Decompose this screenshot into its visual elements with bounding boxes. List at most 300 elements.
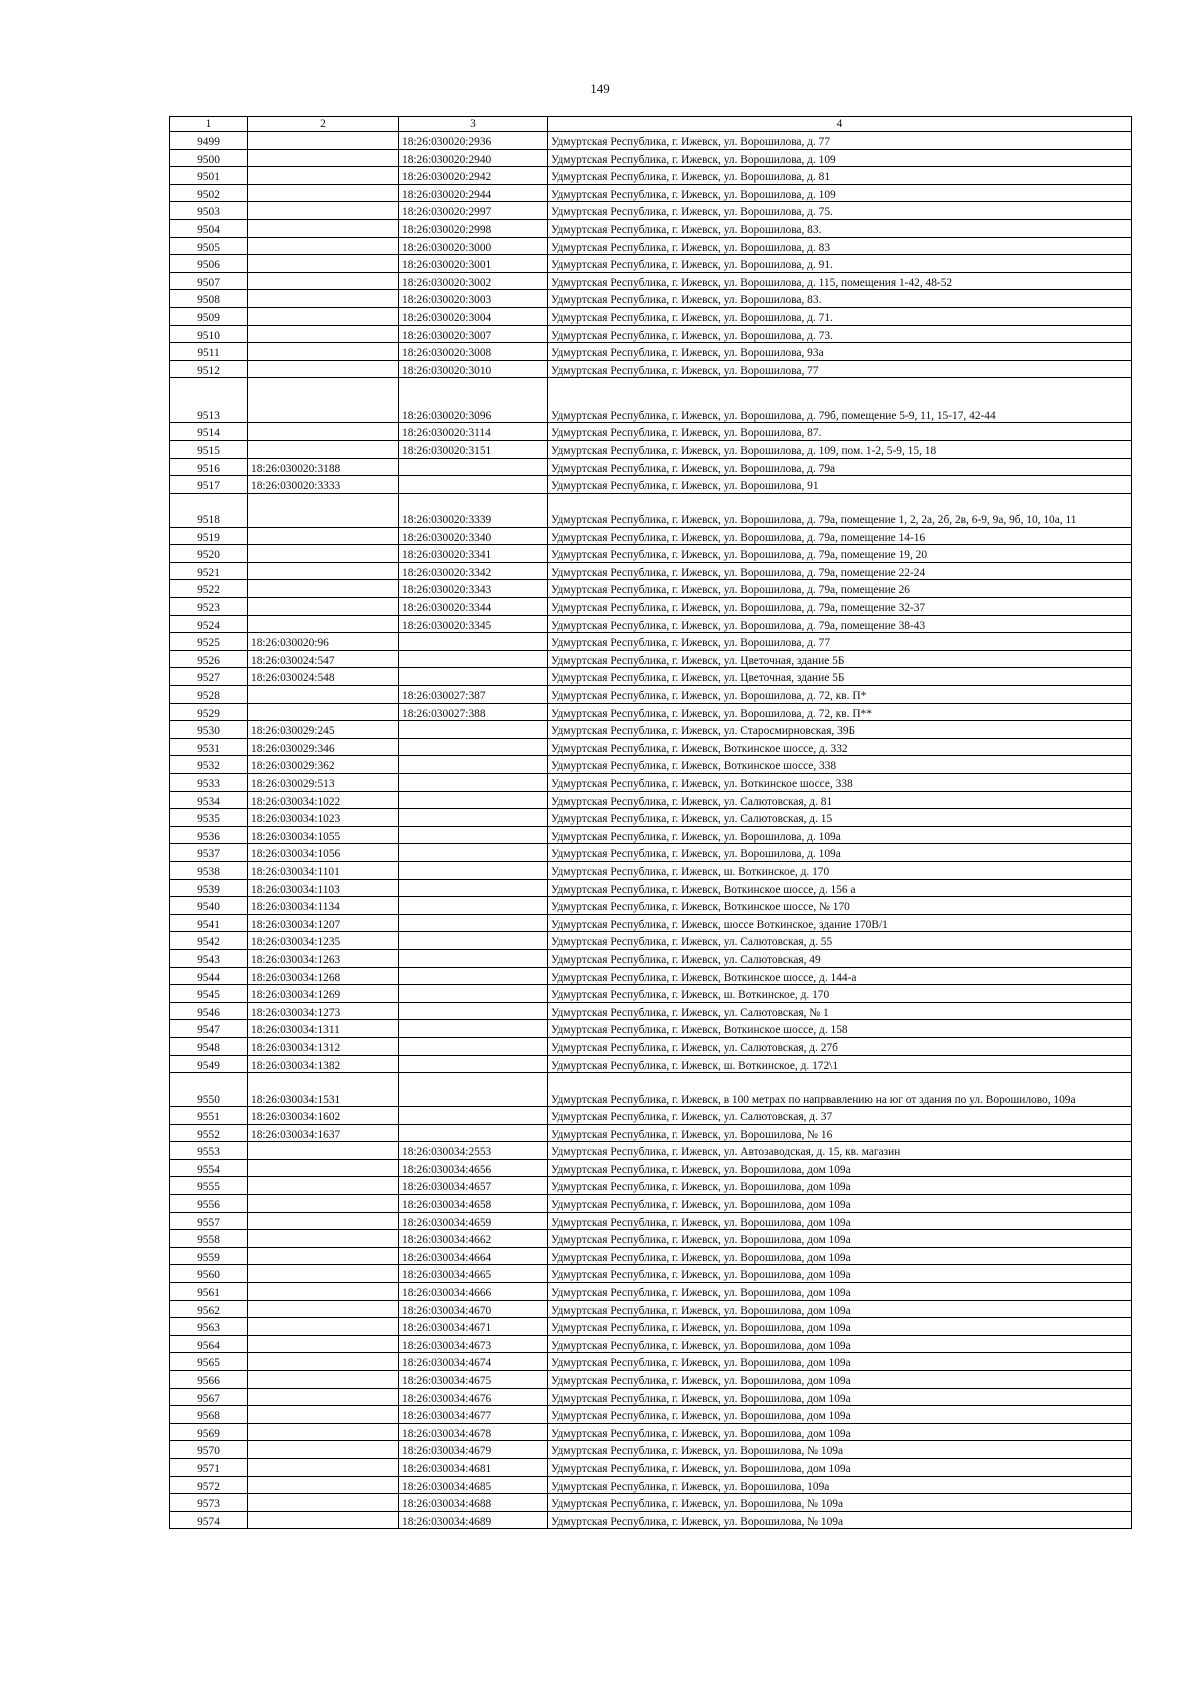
table-row (170, 562, 1132, 580)
row-number-cell: 9568 (170, 1406, 248, 1424)
row-number-cell: 9531 (170, 738, 248, 756)
address-cell: Удмуртская Республика, г. Ижевск, ул. Ворошилова, дом 109а (548, 1230, 1132, 1248)
address-cell: Удмуртская Республика, г. Ижевск, ул. Салютовская, д. 37 (548, 1107, 1132, 1125)
cadastral-number-cell: 18:26:030034:2553 (399, 1142, 548, 1160)
cadastral-number-cell (399, 897, 548, 915)
table-row (170, 580, 1132, 598)
cadastral-number-cell (248, 1247, 399, 1265)
address-cell: Удмуртская Республика, г. Ижевск, Воткинское шоссе, № 170 (548, 897, 1132, 915)
cadastral-number-cell (248, 1300, 399, 1318)
cadastral-number-cell: 18:26:030034:1056 (248, 844, 399, 862)
row-number-cell: 9571 (170, 1458, 248, 1476)
cadastral-number-cell: 18:26:030020:3003 (399, 290, 548, 308)
cadastral-number-cell (248, 184, 399, 202)
address-cell: Удмуртская Республика, г. Ижевск, ул. Ворошилова, д. 81 (548, 167, 1132, 185)
cadastral-number-cell: 18:26:030034:1101 (248, 861, 399, 879)
address-cell: Удмуртская Республика, г. Ижевск, ул. Ворошилова, дом 109а (548, 1300, 1132, 1318)
address-cell: Удмуртская Республика, г. Ижевск, шоссе Воткинское, здание 170В/1 (548, 914, 1132, 932)
row-number-cell: 9505 (170, 237, 248, 255)
cadastral-number-cell (248, 1371, 399, 1389)
row-number-cell: 9535 (170, 809, 248, 827)
address-cell: Удмуртская Республика, г. Ижевск, Воткинское шоссе, д. 158 (548, 1020, 1132, 1038)
cadastral-number-cell: 18:26:030034:1022 (248, 791, 399, 809)
address-cell: Удмуртская Республика, г. Ижевск, ул. Салютовская, д. 55 (548, 932, 1132, 950)
address-cell: Удмуртская Республика, г. Ижевск, ул. Цветочная, здание 5Б (548, 668, 1132, 686)
row-number-cell: 9555 (170, 1177, 248, 1195)
address-cell: Удмуртская Республика, г. Ижевск, ул. Салютовская, д. 27б (548, 1037, 1132, 1055)
row-number-cell: 9500 (170, 149, 248, 167)
address-cell: Удмуртская Республика, г. Ижевск, ул. Ворошилова, д. 72, кв. П** (548, 703, 1132, 721)
row-number-cell: 9507 (170, 272, 248, 290)
address-cell: Удмуртская Республика, г. Ижевск, ул. Ворошилова, д. 109а (548, 826, 1132, 844)
row-number-cell: 9517 (170, 476, 248, 494)
row-number-cell: 9554 (170, 1159, 248, 1177)
cadastral-number-cell: 18:26:030020:2936 (399, 132, 548, 150)
table-row (170, 1353, 1132, 1371)
address-cell: Удмуртская Республика, г. Ижевск, ул. Ворошилова, № 16 (548, 1124, 1132, 1142)
cadastral-number-cell: 18:26:030027:387 (399, 686, 548, 704)
cadastral-number-cell (248, 545, 399, 563)
cadastral-number-cell: 18:26:030020:2940 (399, 149, 548, 167)
row-number-cell: 9522 (170, 580, 248, 598)
table-row (170, 423, 1132, 441)
table-row (170, 1406, 1132, 1424)
address-cell: Удмуртская Республика, г. Ижевск, ул. Ворошилова, д. 91. (548, 255, 1132, 273)
cadastral-number-cell: 18:26:030020:3340 (399, 527, 548, 545)
address-cell: Удмуртская Республика, г. Ижевск, в 100 метрах по напрвавлению на юг от здания по ул. Ворошилово, 109а (548, 1073, 1132, 1107)
address-cell: Удмуртская Республика, г. Ижевск, ш. Воткинское, д. 172\1 (548, 1055, 1132, 1073)
table-row (170, 219, 1132, 237)
row-number-cell: 9551 (170, 1107, 248, 1125)
cadastral-number-cell (248, 562, 399, 580)
address-cell: Удмуртская Республика, г. Ижевск, ул. Ворошилова, д. 83 (548, 237, 1132, 255)
address-cell: Удмуртская Республика, г. Ижевск, Воткинское шоссе, д. 144-а (548, 967, 1132, 985)
row-number-cell: 9572 (170, 1476, 248, 1494)
row-number-cell: 9567 (170, 1388, 248, 1406)
cadastral-number-cell (248, 1318, 399, 1336)
cadastral-number-cell: 18:26:030034:1602 (248, 1107, 399, 1125)
address-cell: Удмуртская Республика, г. Ижевск, ул. Ворошилова, 91 (548, 476, 1132, 494)
row-number-cell: 9511 (170, 343, 248, 361)
row-number-cell: 9503 (170, 202, 248, 220)
table-row (170, 756, 1132, 774)
cadastral-number-cell (399, 949, 548, 967)
address-cell: Удмуртская Республика, г. Ижевск, ул. Ворошилова, № 109а (548, 1441, 1132, 1459)
table-row (170, 1388, 1132, 1406)
cadastral-number-cell (399, 738, 548, 756)
row-number-cell: 9526 (170, 650, 248, 668)
row-number-cell: 9564 (170, 1335, 248, 1353)
cadastral-number-cell (399, 861, 548, 879)
table-row (170, 1318, 1132, 1336)
row-number-cell: 9556 (170, 1195, 248, 1213)
cadastral-number-cell (248, 290, 399, 308)
cadastral-number-cell (248, 219, 399, 237)
table-row (170, 272, 1132, 290)
row-number-cell: 9534 (170, 791, 248, 809)
address-cell: Удмуртская Республика, г. Ижевск, ул. Ворошилова, дом 109а (548, 1318, 1132, 1336)
row-number-cell: 9501 (170, 167, 248, 185)
table-row (170, 1423, 1132, 1441)
address-cell: Удмуртская Республика, г. Ижевск, ул. Ворошилова, д. 79а, помещение 22-24 (548, 562, 1132, 580)
table-row (170, 1037, 1132, 1055)
table-row (170, 1511, 1132, 1529)
table-row (170, 1458, 1132, 1476)
address-cell: Удмуртская Республика, г. Ижевск, ул. Ворошилова, дом 109а (548, 1159, 1132, 1177)
row-number-cell: 9502 (170, 184, 248, 202)
table-row (170, 879, 1132, 897)
row-number-cell: 9544 (170, 967, 248, 985)
table-row (170, 721, 1132, 739)
cadastral-number-cell (248, 703, 399, 721)
cadastral-number-cell (399, 1002, 548, 1020)
table-row (170, 132, 1132, 150)
address-cell: Удмуртская Республика, г. Ижевск, Воткинское шоссе, д. 156 а (548, 879, 1132, 897)
address-cell: Удмуртская Республика, г. Ижевск, ул. Ворошилова, дом 109а (548, 1353, 1132, 1371)
address-cell: Удмуртская Республика, г. Ижевск, ул. Ворошилова, д. 72, кв. П* (548, 686, 1132, 704)
cadastral-number-cell (248, 360, 399, 378)
row-number-cell: 9516 (170, 458, 248, 476)
cadastral-number-cell (248, 1423, 399, 1441)
row-number-cell: 9557 (170, 1212, 248, 1230)
cadastral-number-cell: 18:26:030020:3010 (399, 360, 548, 378)
cadastral-number-cell (399, 826, 548, 844)
cadastral-number-cell: 18:26:030020:2998 (399, 219, 548, 237)
cadastral-number-cell: 18:26:030020:96 (248, 633, 399, 651)
table-row (170, 343, 1132, 361)
cadastral-number-cell: 18:26:030029:245 (248, 721, 399, 739)
table-row (170, 949, 1132, 967)
cadastral-number-cell: 18:26:030034:1235 (248, 932, 399, 950)
cadastral-number-cell: 18:26:030020:2942 (399, 167, 548, 185)
cadastral-number-cell: 18:26:030020:3342 (399, 562, 548, 580)
cadastral-number-cell (399, 1107, 548, 1125)
table-row (170, 791, 1132, 809)
cadastral-number-cell: 18:26:030034:4674 (399, 1353, 548, 1371)
cadastral-number-cell (399, 774, 548, 792)
row-number-cell: 9536 (170, 826, 248, 844)
cadastral-number-cell (248, 440, 399, 458)
row-number-cell: 9527 (170, 668, 248, 686)
cadastral-number-cell (248, 1441, 399, 1459)
address-cell: Удмуртская Республика, г. Ижевск, ул. Салютовская, д. 81 (548, 791, 1132, 809)
table-row (170, 1230, 1132, 1248)
address-cell: Удмуртская Республика, г. Ижевск, ул. Ворошилова, д. 79а, помещение 32-37 (548, 598, 1132, 616)
table-row (170, 967, 1132, 985)
cadastral-number-cell (248, 237, 399, 255)
table-row (170, 932, 1132, 950)
table-row (170, 774, 1132, 792)
row-number-cell: 9540 (170, 897, 248, 915)
row-number-cell: 9532 (170, 756, 248, 774)
table-row (170, 1441, 1132, 1459)
row-number-cell: 9513 (170, 378, 248, 423)
address-cell: Удмуртская Республика, г. Ижевск, ул. Ворошилова, дом 109а (548, 1283, 1132, 1301)
cadastral-number-cell: 18:26:030027:388 (399, 703, 548, 721)
cadastral-number-cell (248, 1142, 399, 1160)
cadastral-number-cell (399, 633, 548, 651)
cadastral-number-cell: 18:26:030024:548 (248, 668, 399, 686)
row-number-cell: 9548 (170, 1037, 248, 1055)
table-row (170, 1055, 1132, 1073)
cadastral-number-cell (248, 307, 399, 325)
table-row (170, 149, 1132, 167)
cadastral-number-cell (399, 809, 548, 827)
address-cell: Удмуртская Республика, г. Ижевск, ш. Воткинское, д. 170 (548, 985, 1132, 1003)
address-cell: Удмуртская Республика, г. Ижевск, ул. Воткинское шоссе, 338 (548, 774, 1132, 792)
row-number-cell: 9541 (170, 914, 248, 932)
table-row (170, 1107, 1132, 1125)
address-cell: Удмуртская Республика, г. Ижевск, ул. Ворошилова, дом 109а (548, 1177, 1132, 1195)
column-header-1: 1 (170, 117, 248, 132)
cadastral-number-cell (248, 1353, 399, 1371)
table-row (170, 1335, 1132, 1353)
address-cell: Удмуртская Республика, г. Ижевск, ул. Ворошилова, дом 109а (548, 1458, 1132, 1476)
row-number-cell: 9552 (170, 1124, 248, 1142)
cadastral-number-cell: 18:26:030034:4685 (399, 1476, 548, 1494)
cadastral-number-cell: 18:26:030020:3114 (399, 423, 548, 441)
cadastral-number-cell (399, 1073, 548, 1107)
row-number-cell: 9538 (170, 861, 248, 879)
cadastral-number-cell: 18:26:030020:2997 (399, 202, 548, 220)
cadastral-number-cell: 18:26:030034:1268 (248, 967, 399, 985)
address-cell: Удмуртская Республика, г. Ижевск, ул. Салютовская, д. 15 (548, 809, 1132, 827)
address-cell: Удмуртская Республика, г. Ижевск, ул. Ворошилова, дом 109а (548, 1371, 1132, 1389)
row-number-cell: 9566 (170, 1371, 248, 1389)
address-cell: Удмуртская Республика, г. Ижевск, Воткинское шоссе, 338 (548, 756, 1132, 774)
cadastral-number-cell (248, 686, 399, 704)
row-number-cell: 9524 (170, 615, 248, 633)
table-row (170, 1371, 1132, 1389)
address-cell: Удмуртская Республика, г. Ижевск, ул. Ворошилова, 87. (548, 423, 1132, 441)
cadastral-number-cell (248, 1177, 399, 1195)
cadastral-number-cell: 18:26:030034:1531 (248, 1073, 399, 1107)
row-number-cell: 9514 (170, 423, 248, 441)
cadastral-number-cell: 18:26:030034:1382 (248, 1055, 399, 1073)
table-row (170, 985, 1132, 1003)
row-number-cell: 9547 (170, 1020, 248, 1038)
cadastral-number-cell: 18:26:030029:362 (248, 756, 399, 774)
cadastral-number-cell (248, 423, 399, 441)
row-number-cell: 9563 (170, 1318, 248, 1336)
address-cell: Удмуртская Республика, г. Ижевск, ул. Ворошилова, дом 109а (548, 1265, 1132, 1283)
cadastral-number-cell (399, 985, 548, 1003)
cadastral-number-cell: 18:26:030034:4657 (399, 1177, 548, 1195)
address-cell: Удмуртская Республика, г. Ижевск, ул. Ворошилова, д. 79а, помещение 19, 20 (548, 545, 1132, 563)
cadastral-number-cell: 18:26:030020:3341 (399, 545, 548, 563)
cadastral-number-cell: 18:26:030034:4677 (399, 1406, 548, 1424)
row-number-cell: 9549 (170, 1055, 248, 1073)
row-number-cell: 9510 (170, 325, 248, 343)
table-row (170, 844, 1132, 862)
registry-table (169, 116, 1132, 1529)
cadastral-number-cell (248, 580, 399, 598)
cadastral-number-cell (399, 967, 548, 985)
row-number-cell: 9546 (170, 1002, 248, 1020)
row-number-cell: 9508 (170, 290, 248, 308)
cadastral-number-cell: 18:26:030034:1055 (248, 826, 399, 844)
cadastral-number-cell: 18:26:030020:3007 (399, 325, 548, 343)
row-number-cell: 9537 (170, 844, 248, 862)
row-number-cell: 9523 (170, 598, 248, 616)
address-cell: Удмуртская Республика, г. Ижевск, ул. Автозаводская, д. 15, кв. магазин (548, 1142, 1132, 1160)
row-number-cell: 9545 (170, 985, 248, 1003)
table-row (170, 202, 1132, 220)
cadastral-number-cell (399, 1124, 548, 1142)
address-cell: Удмуртская Республика, г. Ижевск, ул. Старосмирновская, 39Б (548, 721, 1132, 739)
address-cell: Удмуртская Республика, г. Ижевск, ул. Ворошилова, д. 75. (548, 202, 1132, 220)
row-number-cell: 9509 (170, 307, 248, 325)
address-cell: Удмуртская Республика, г. Ижевск, ул. Ворошилова, д. 109 (548, 149, 1132, 167)
address-cell: Удмуртская Республика, г. Ижевск, ул. Салютовская, № 1 (548, 1002, 1132, 1020)
cadastral-number-cell: 18:26:030034:4679 (399, 1441, 548, 1459)
address-cell: Удмуртская Республика, г. Ижевск, ул. Ворошилова, д. 79а (548, 458, 1132, 476)
table-row (170, 1124, 1132, 1142)
table-row (170, 458, 1132, 476)
row-number-cell: 9574 (170, 1511, 248, 1529)
table-row (170, 167, 1132, 185)
cadastral-number-cell (248, 1476, 399, 1494)
address-cell: Удмуртская Республика, г. Ижевск, ул. Ворошилова, д. 79а, помещение 26 (548, 580, 1132, 598)
table-row (170, 861, 1132, 879)
row-number-cell: 9529 (170, 703, 248, 721)
cadastral-number-cell: 18:26:030034:1134 (248, 897, 399, 915)
address-cell: Удмуртская Республика, г. Ижевск, ш. Воткинское, д. 170 (548, 861, 1132, 879)
cadastral-number-cell (248, 1283, 399, 1301)
table-row (170, 184, 1132, 202)
cadastral-number-cell: 18:26:030034:1311 (248, 1020, 399, 1038)
table-header-row (170, 117, 1132, 132)
cadastral-number-cell (399, 844, 548, 862)
address-cell: Удмуртская Республика, г. Ижевск, ул. Ворошилова, дом 109а (548, 1335, 1132, 1353)
cadastral-number-cell: 18:26:030034:4676 (399, 1388, 548, 1406)
row-number-cell: 9530 (170, 721, 248, 739)
row-number-cell: 9528 (170, 686, 248, 704)
cadastral-number-cell: 18:26:030020:3008 (399, 343, 548, 361)
table-row (170, 1073, 1132, 1107)
cadastral-number-cell (248, 1388, 399, 1406)
address-cell: Удмуртская Республика, г. Ижевск, ул. Ворошилова, № 109а (548, 1511, 1132, 1529)
table-row (170, 255, 1132, 273)
cadastral-number-cell (248, 1335, 399, 1353)
cadastral-number-cell (399, 1037, 548, 1055)
column-header-4: 4 (548, 117, 1132, 132)
cadastral-number-cell (399, 756, 548, 774)
cadastral-number-cell (248, 325, 399, 343)
cadastral-number-cell (248, 598, 399, 616)
cadastral-number-cell: 18:26:030020:3002 (399, 272, 548, 290)
cadastral-number-cell: 18:26:030034:4659 (399, 1212, 548, 1230)
cadastral-number-cell: 18:26:030034:1103 (248, 879, 399, 897)
address-cell: Удмуртская Республика, г. Ижевск, ул. Ворошилова, д. 71. (548, 307, 1132, 325)
cadastral-number-cell (248, 1494, 399, 1512)
cadastral-number-cell: 18:26:030034:1312 (248, 1037, 399, 1055)
cadastral-number-cell: 18:26:030020:3004 (399, 307, 548, 325)
cadastral-number-cell: 18:26:030034:4665 (399, 1265, 548, 1283)
table-row (170, 1020, 1132, 1038)
row-number-cell: 9499 (170, 132, 248, 150)
cadastral-number-cell: 18:26:030029:513 (248, 774, 399, 792)
cadastral-number-cell: 18:26:030034:4678 (399, 1423, 548, 1441)
address-cell: Удмуртская Республика, г. Ижевск, ул. Ворошилова, д. 79б, помещение 5-9, 11, 15-17, 42-44 (548, 378, 1132, 423)
table-row (170, 360, 1132, 378)
cadastral-number-cell (399, 1055, 548, 1073)
cadastral-number-cell (248, 343, 399, 361)
table-row (170, 237, 1132, 255)
table-row (170, 633, 1132, 651)
cadastral-number-cell: 18:26:030020:3345 (399, 615, 548, 633)
cadastral-number-cell (248, 167, 399, 185)
table-row (170, 1212, 1132, 1230)
cadastral-number-cell (248, 615, 399, 633)
table-row (170, 598, 1132, 616)
table-row (170, 650, 1132, 668)
row-number-cell: 9539 (170, 879, 248, 897)
cadastral-number-cell (399, 721, 548, 739)
cadastral-number-cell (248, 527, 399, 545)
cadastral-number-cell (248, 1230, 399, 1248)
row-number-cell: 9569 (170, 1423, 248, 1441)
row-number-cell: 9570 (170, 1441, 248, 1459)
table-row (170, 1283, 1132, 1301)
address-cell: Удмуртская Республика, г. Ижевск, ул. Салютовская, 49 (548, 949, 1132, 967)
cadastral-number-cell: 18:26:030034:4670 (399, 1300, 548, 1318)
table-row (170, 1195, 1132, 1213)
row-number-cell: 9565 (170, 1353, 248, 1371)
cadastral-number-cell: 18:26:030034:4675 (399, 1371, 548, 1389)
table-row (170, 1177, 1132, 1195)
row-number-cell: 9533 (170, 774, 248, 792)
address-cell: Удмуртская Республика, г. Ижевск, ул. Ворошилова, д. 79а, помещение 38-43 (548, 615, 1132, 633)
table-row (170, 738, 1132, 756)
address-cell: Удмуртская Республика, г. Ижевск, ул. Ворошилова, дом 109а (548, 1388, 1132, 1406)
table-row (170, 1265, 1132, 1283)
cadastral-number-cell: 18:26:030020:3000 (399, 237, 548, 255)
cadastral-number-cell (248, 493, 399, 527)
table-row (170, 1494, 1132, 1512)
cadastral-number-cell (399, 458, 548, 476)
row-number-cell: 9553 (170, 1142, 248, 1160)
cadastral-number-cell (399, 932, 548, 950)
row-number-cell: 9506 (170, 255, 248, 273)
address-cell: Удмуртская Республика, г. Ижевск, ул. Ворошилова, № 109а (548, 1494, 1132, 1512)
address-cell: Удмуртская Республика, г. Ижевск, ул. Ворошилова, д. 109, пом. 1-2, 5-9, 15, 18 (548, 440, 1132, 458)
cadastral-number-cell: 18:26:030020:3339 (399, 493, 548, 527)
cadastral-number-cell: 18:26:030034:4662 (399, 1230, 548, 1248)
cadastral-number-cell: 18:26:030034:1269 (248, 985, 399, 1003)
cadastral-number-cell: 18:26:030034:4688 (399, 1494, 548, 1512)
cadastral-number-cell (248, 272, 399, 290)
row-number-cell: 9573 (170, 1494, 248, 1512)
address-cell: Удмуртская Республика, г. Ижевск, ул. Ворошилова, д. 73. (548, 325, 1132, 343)
address-cell: Удмуртская Республика, г. Ижевск, ул. Ворошилова, 77 (548, 360, 1132, 378)
cadastral-number-cell (248, 1212, 399, 1230)
address-cell: Удмуртская Республика, г. Ижевск, ул. Ворошилова, дом 109а (548, 1212, 1132, 1230)
row-number-cell: 9559 (170, 1247, 248, 1265)
address-cell: Удмуртская Республика, г. Ижевск, ул. Цветочная, здание 5Б (548, 650, 1132, 668)
cadastral-number-cell (248, 1406, 399, 1424)
table-body (170, 132, 1132, 1529)
address-cell: Удмуртская Республика, г. Ижевск, ул. Ворошилова, д. 79а, помещение 14-16 (548, 527, 1132, 545)
address-cell: Удмуртская Республика, г. Ижевск, ул. Ворошилова, д. 109а (548, 844, 1132, 862)
address-cell: Удмуртская Республика, г. Ижевск, ул. Ворошилова, 83. (548, 219, 1132, 237)
cadastral-number-cell: 18:26:030034:4673 (399, 1335, 548, 1353)
address-cell: Удмуртская Республика, г. Ижевск, ул. Ворошилова, дом 109а (548, 1247, 1132, 1265)
cadastral-number-cell: 18:26:030034:4664 (399, 1247, 548, 1265)
row-number-cell: 9518 (170, 493, 248, 527)
cadastral-number-cell (399, 476, 548, 494)
column-header-3: 3 (399, 117, 548, 132)
